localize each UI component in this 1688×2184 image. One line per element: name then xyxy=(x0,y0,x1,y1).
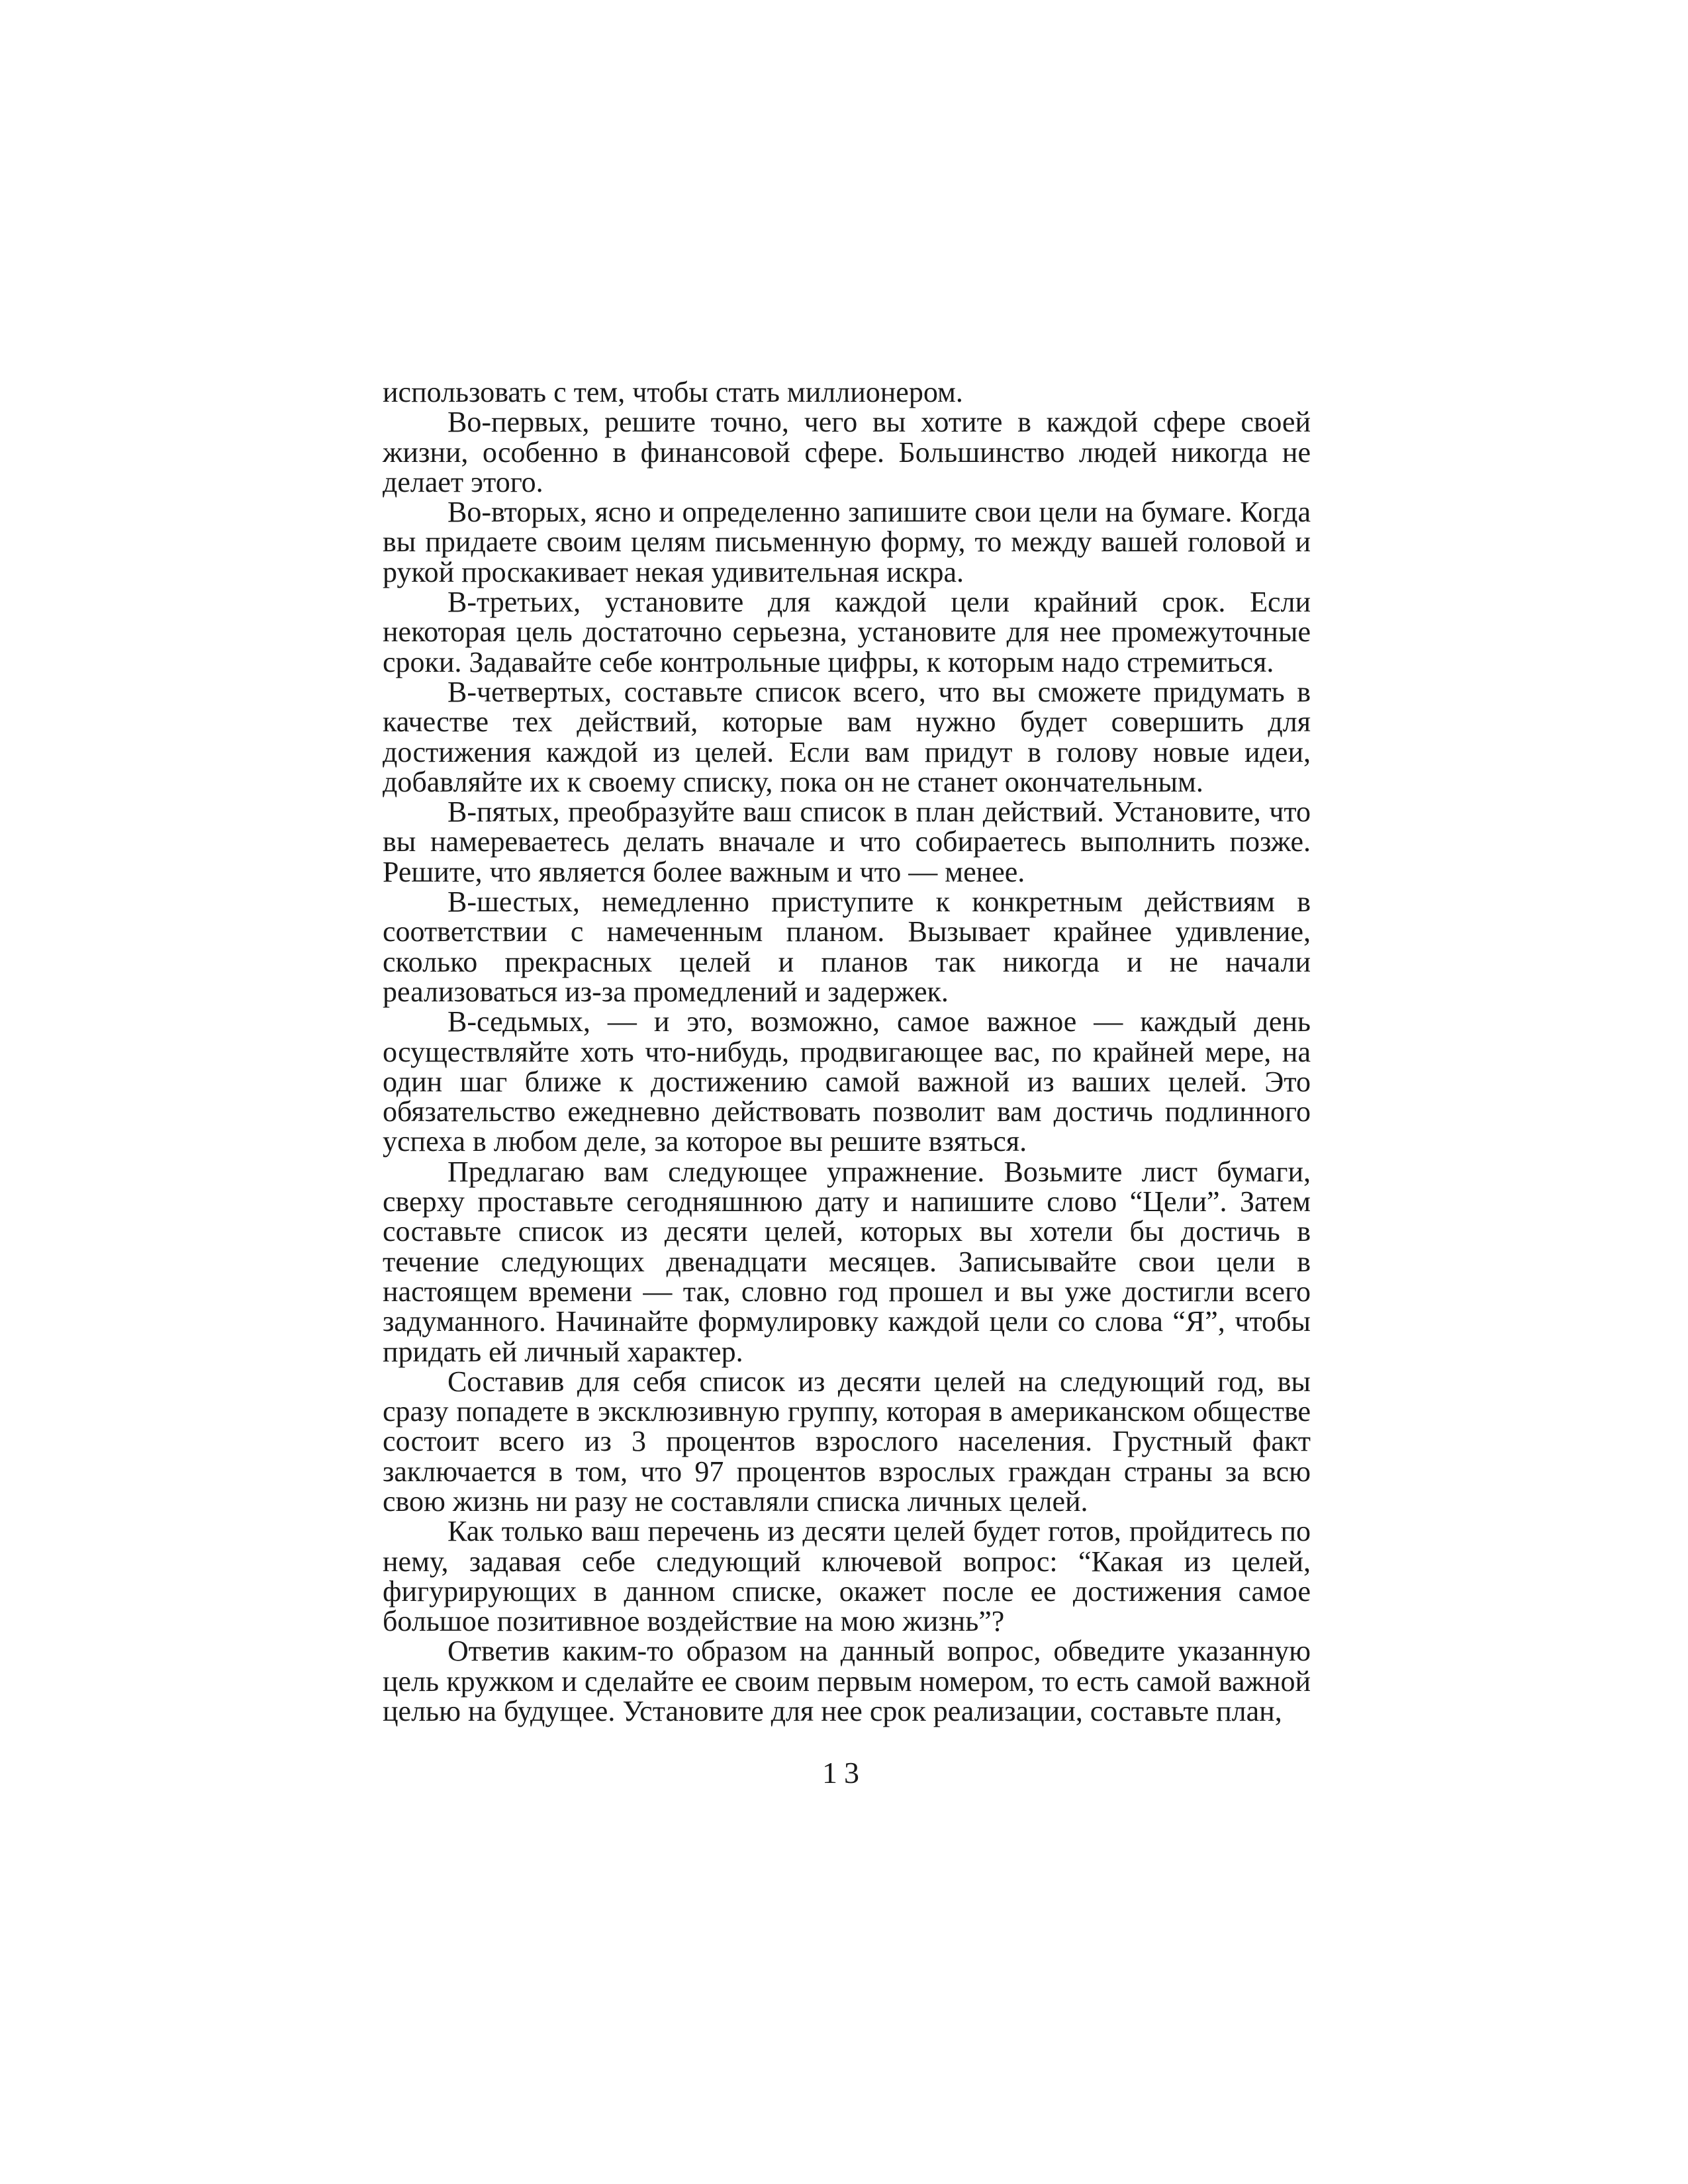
paragraph-fourth-step: В-четвертых, составьте список всего, что вы сможете придумать в качестве тех действий, которые вам нужно будет совершить для достижения каждой из целей. Если вам придут в голову новые идеи, добавляйте их к своему списку, пока он не станет окончательным. xyxy=(383,675,1311,798)
paragraph-key-question: Как только ваш перечень из десяти целей будет готов, пройдитесь по нему, задавая себе следующий ключевой вопрос: “Какая из целей, фигурирующих в данном списке, окажет после ее достижения самое большое позитивное воздействие на мою жизнь”? xyxy=(383,1515,1311,1638)
paragraph-sixth-step: В-шестых, немедленно приступите к конкретным действиям в соответствии с намеченным планом. Вызывает крайнее удивление, сколько прекрасных целей и планов так никогда и не начали реализоваться из-за промедлений и задержек. xyxy=(383,886,1311,1008)
paragraph-second-step: Во-вторых, ясно и определенно запишите свои цели на бумаге. Когда вы придаете своим целям письменную форму, то между вашей головой и рукой проскакивает некая удивительная искра. xyxy=(383,496,1311,588)
paragraph-exercise: Предлагаю вам следующее упражнение. Возьмите лист бумаги, сверху проставьте сегодняшнюю дату и напишите слово “Цели”. Затем составьте список из десяти целей, которых вы хотели бы достичь в течение следующих двенадцати месяцев. Записывайте свои цели в настоящем времени — так, словно год прошел и вы уже достигли всего задуманного. Начинайте формулировку каждой цели со слова “Я”, чтобы придать ей личный характер. xyxy=(383,1155,1311,1368)
paragraph-seventh-step: В-седьмых, — и это, возможно, самое важное — каждый день осуществляйте хоть что-нибудь, продвигающее вас, по крайней мере, на один шаг ближе к достижению самой важной из ваших целей. Это обязательство ежедневно действовать позволит вам достичь подлинного успеха в любом деле, за которое вы решите взяться. xyxy=(383,1005,1311,1158)
page-number: 13 xyxy=(822,1756,866,1790)
paragraph-first-step: Во-первых, решите точно, чего вы хотите в каждой сфере своей жизни, особенно в финансовой сфере. Большинство людей никогда не делает этого. xyxy=(383,406,1311,498)
paragraph-continued: использовать с тем, чтобы стать миллионером. xyxy=(383,376,963,408)
paragraph-statistics: Составив для себя список из десяти целей на следующий год, вы сразу попадете в эксклюзивную группу, которая в американском обществе состоит всего из 3 процентов взрослого населения. Грустный факт заключается в том, что 97 процентов взрослых граждан страны за всю свою жизнь ни разу не составляли списка личных целей. xyxy=(383,1365,1311,1518)
paragraph-third-step: В-третьих, установите для каждой цели крайний срок. Если некоторая цель достаточно серьезна, установите для нее промежуточные сроки. Задавайте себе контрольные цифры, к которым надо стремиться. xyxy=(383,586,1311,678)
body-text xyxy=(383,377,1311,1726)
paragraph-first-goal: Ответив каким-то образом на данный вопрос, обведите указанную цель кружком и сделайте ее своим первым номером, то есть самой важной целью на будущее. Установите для нее срок реализации, составьте план, xyxy=(383,1635,1311,1728)
paragraph-fifth-step: В-пятых, преобразуйте ваш список в план действий. Установите, что вы намереваетесь делать вначале и что собираетесь выполнить позже. Решите, что является более важным и что — менее. xyxy=(383,796,1311,888)
